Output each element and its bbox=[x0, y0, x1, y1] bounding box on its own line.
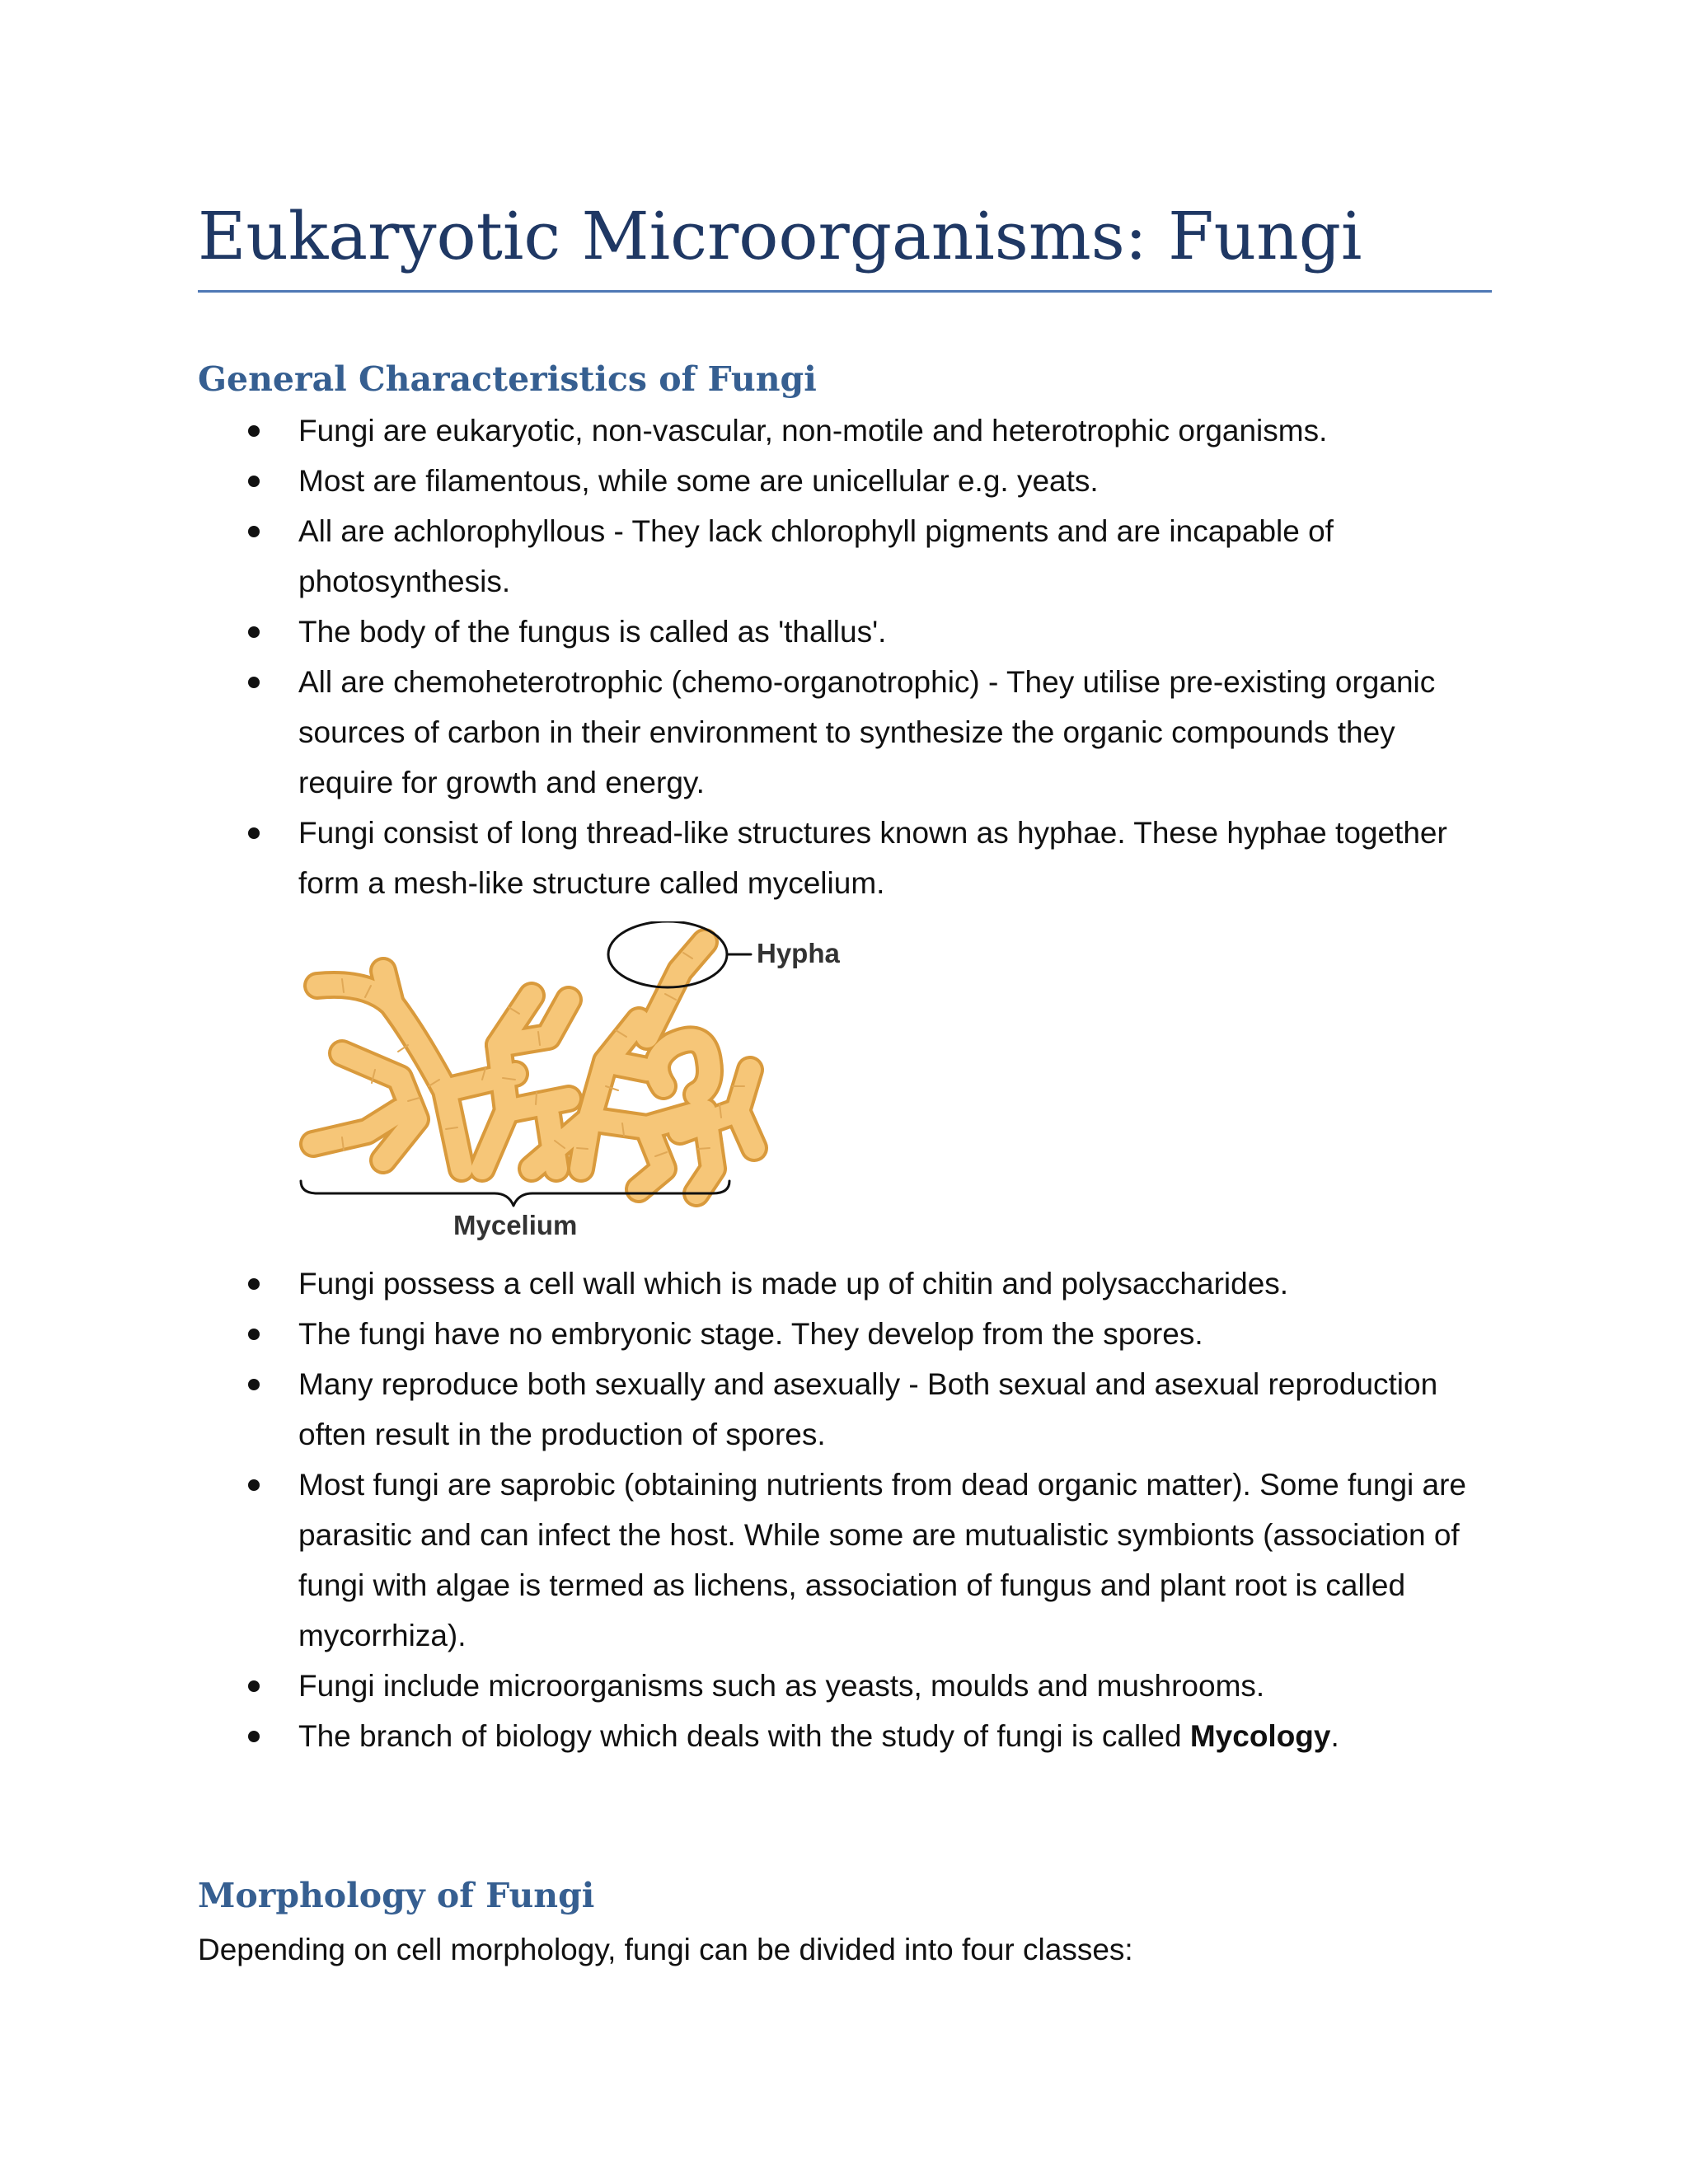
title-underline bbox=[198, 290, 1492, 293]
bullet-icon bbox=[248, 1731, 260, 1742]
morphology-intro: Depending on cell morphology, fungi can be divided into four classes: bbox=[198, 1933, 1133, 1966]
list-item bbox=[0, 1258, 1493, 1309]
mycology-term: Mycology bbox=[1189, 1719, 1331, 1753]
list-item bbox=[0, 607, 1493, 657]
list-item-text: Fungi possess a cell wall which is made up of chitin and polysaccharides. bbox=[298, 1267, 1289, 1301]
list-item-text: The body of the fungus is called as 'thallus'. bbox=[298, 615, 887, 649]
bullet-icon bbox=[248, 1479, 260, 1491]
list-item-text: Most are filamentous, while some are unicellular e.g. yeats. bbox=[298, 464, 1099, 498]
mycology-sentence-suffix: . bbox=[1330, 1719, 1339, 1753]
list-item-text: Most fungi are saprobic (obtaining nutrients from dead organic matter). Some fungi are parasitic and can infect the host. While some are mutualistic symbionts (association of fungi with algae is termed as lichens, association of fungus and plant root is called mycorrhiza). bbox=[298, 1468, 1467, 1652]
general-bullet-list-2 bbox=[0, 1258, 1493, 1761]
list-item-text: All are achlorophyllous - They lack chlorophyll pigments and are incapable of photosynthesis. bbox=[298, 514, 1334, 598]
bullet-icon bbox=[248, 1680, 260, 1692]
bullet-icon bbox=[248, 1329, 260, 1340]
list-item bbox=[0, 808, 1493, 908]
list-item-text: The fungi have no embryonic stage. They develop from the spores. bbox=[298, 1317, 1203, 1351]
morphology-heading: Morphology of Fungi bbox=[198, 1876, 595, 1915]
list-item-text bbox=[298, 1719, 1339, 1753]
bullet-icon bbox=[248, 476, 260, 487]
list-item bbox=[0, 657, 1493, 808]
mycelium-label: Mycelium bbox=[453, 1210, 578, 1240]
list-item bbox=[0, 1460, 1493, 1661]
bullet-icon bbox=[248, 677, 260, 688]
mycelium-illustration bbox=[293, 921, 870, 1268]
list-item-text: Many reproduce both sexually and asexually - Both sexual and asexual reproduction often result in the production of spores. bbox=[298, 1367, 1438, 1451]
list-item bbox=[0, 456, 1493, 506]
bullet-icon bbox=[248, 1278, 260, 1290]
bullet-icon bbox=[248, 526, 260, 537]
list-item bbox=[0, 405, 1493, 456]
bullet-icon bbox=[248, 1379, 260, 1390]
hypha-label: Hypha bbox=[757, 938, 840, 968]
bullet-icon bbox=[248, 626, 260, 638]
list-item bbox=[0, 1359, 1493, 1460]
document-title: Eukaryotic Microorganisms: Fungi bbox=[198, 198, 1362, 274]
list-item-text: All are chemoheterotrophic (chemo-organotrophic) - They utilise pre-existing organic sources of carbon in their environment to synthesize the organic compounds they require for growth and energy. bbox=[298, 665, 1436, 799]
bullet-icon bbox=[248, 425, 260, 437]
list-item bbox=[0, 506, 1493, 607]
bullet-icon bbox=[248, 827, 260, 839]
mycology-sentence-prefix: The branch of biology which deals with the study of fungi is called bbox=[298, 1719, 1190, 1753]
list-item bbox=[0, 1309, 1493, 1359]
list-item bbox=[0, 1661, 1493, 1711]
general-bullet-list-1 bbox=[0, 405, 1493, 908]
general-characteristics-heading: General Characteristics of Fungi bbox=[198, 359, 817, 399]
list-item-text: Fungi consist of long thread-like structures known as hyphae. These hyphae together form a mesh-like structure called mycelium. bbox=[298, 816, 1447, 900]
list-item-text: Fungi include microorganisms such as yeasts, moulds and mushrooms. bbox=[298, 1669, 1265, 1703]
list-item bbox=[0, 1711, 1493, 1761]
mycelium-figure bbox=[293, 921, 870, 1268]
list-item-text: Fungi are eukaryotic, non-vascular, non-motile and heterotrophic organisms. bbox=[298, 414, 1328, 448]
